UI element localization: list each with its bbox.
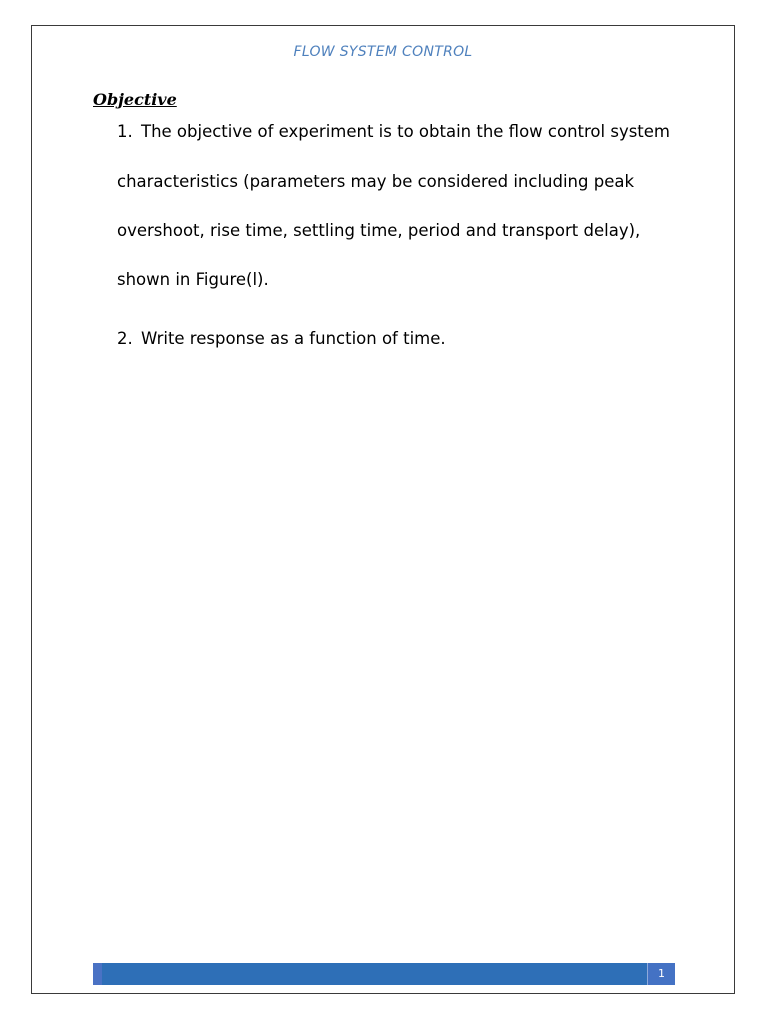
list-item <box>117 329 692 349</box>
page-number: 1 <box>647 963 675 985</box>
paragraph: overshoot, rise time, settling time, period and transport delay), <box>117 221 641 240</box>
list-item <box>117 122 692 142</box>
list-item-number: 1. <box>117 122 133 141</box>
footer-bar <box>93 963 675 985</box>
header-title: FLOW SYSTEM CONTROL <box>293 44 473 60</box>
document-page <box>31 25 735 994</box>
list-item-text: The objective of experiment is to obtain the flow control system <box>141 122 670 141</box>
paragraph: characteristics (parameters may be considered including peak <box>117 172 635 191</box>
paragraph: shown in Figure(l). <box>117 270 269 289</box>
section-heading: Objective <box>93 90 177 109</box>
list-item-text: Write response as a function of time. <box>141 329 446 348</box>
footer-accent <box>93 963 102 985</box>
list-item-number: 2. <box>117 329 133 348</box>
